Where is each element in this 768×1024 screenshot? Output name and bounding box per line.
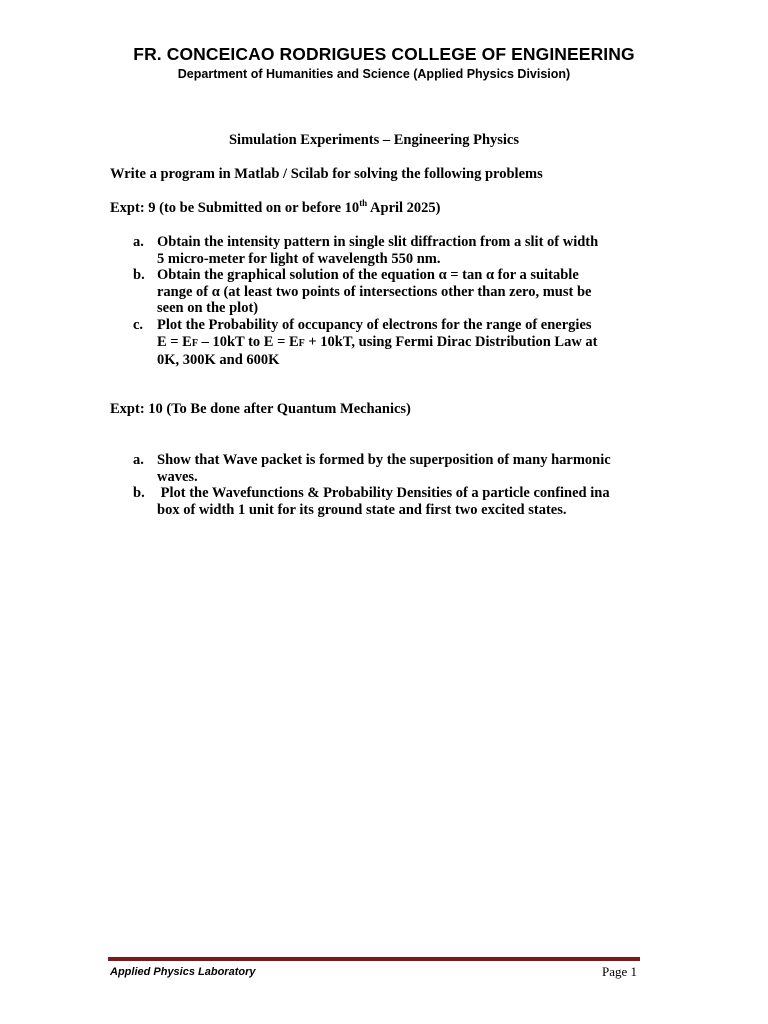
task-line: range of α (at least two points of intersections other than zero, must be: [157, 283, 592, 300]
equation-part: E = E: [157, 333, 192, 350]
list-marker: b.: [133, 485, 145, 502]
task-line: [157, 334, 598, 350]
expt9-heading-suffix: April 2025): [367, 200, 441, 216]
expt9-heading-superscript: th: [359, 198, 368, 208]
list-item: [110, 234, 650, 267]
footer-rule: [108, 957, 640, 961]
task-line: seen on the plot): [157, 300, 259, 317]
department-name: Department of Humanities and Science (Applied Physics Division): [177, 67, 571, 81]
document-title: Simulation Experiments – Engineering Physics: [228, 132, 520, 148]
fermi-subscript: F: [298, 337, 305, 349]
instruction-text: Write a program in Matlab / Scilab for solving the following problems: [110, 166, 543, 182]
task-line: Obtain the intensity pattern in single slit diffraction from a slit of width: [157, 234, 599, 250]
task-line: Plot the Probability of occupancy of electrons for the range of energies: [157, 316, 592, 333]
list-marker: c.: [133, 316, 144, 333]
expt9-heading-prefix: Expt: 9 (to be Submitted on or before 10: [110, 200, 360, 216]
page-number: Page 1: [601, 964, 637, 979]
list-item: [110, 485, 650, 518]
task-line: Plot the Wavefunctions & Probability Densities of a particle confined ina: [157, 485, 610, 502]
list-item: [110, 317, 650, 369]
equation-part: + 10kT, using Fermi Dirac Distribution Law at: [304, 333, 598, 350]
list-item: [110, 452, 650, 485]
expt9-heading: [110, 200, 441, 217]
expt10-heading: Expt: 10 (To Be done after Quantum Mechanics): [110, 401, 411, 417]
equation-part: – 10kT to E = E: [197, 333, 299, 350]
expt9-task-list: [110, 234, 650, 369]
task-line: Obtain the graphical solution of the equation α = tan α for a suitable: [157, 267, 579, 284]
list-marker: a.: [133, 452, 144, 468]
task-line: 0K, 300K and 600K: [157, 352, 280, 369]
fermi-subscript: F: [191, 337, 198, 349]
list-item: [110, 267, 650, 317]
list-marker: a.: [133, 234, 144, 250]
list-marker: b.: [133, 267, 145, 284]
expt10-task-list: [110, 452, 650, 518]
task-line: waves.: [157, 468, 198, 485]
task-line: box of width 1 unit for its ground state and first two excited states.: [157, 501, 567, 518]
footer-lab-name: Applied Physics Laboratory: [110, 966, 256, 978]
task-line: Show that Wave packet is formed by the superposition of many harmonic: [157, 452, 611, 468]
college-name: FR. CONCEICAO RODRIGUES COLLEGE OF ENGINEERING: [133, 44, 635, 64]
task-line: 5 micro-meter for light of wavelength 550 nm.: [157, 250, 441, 267]
